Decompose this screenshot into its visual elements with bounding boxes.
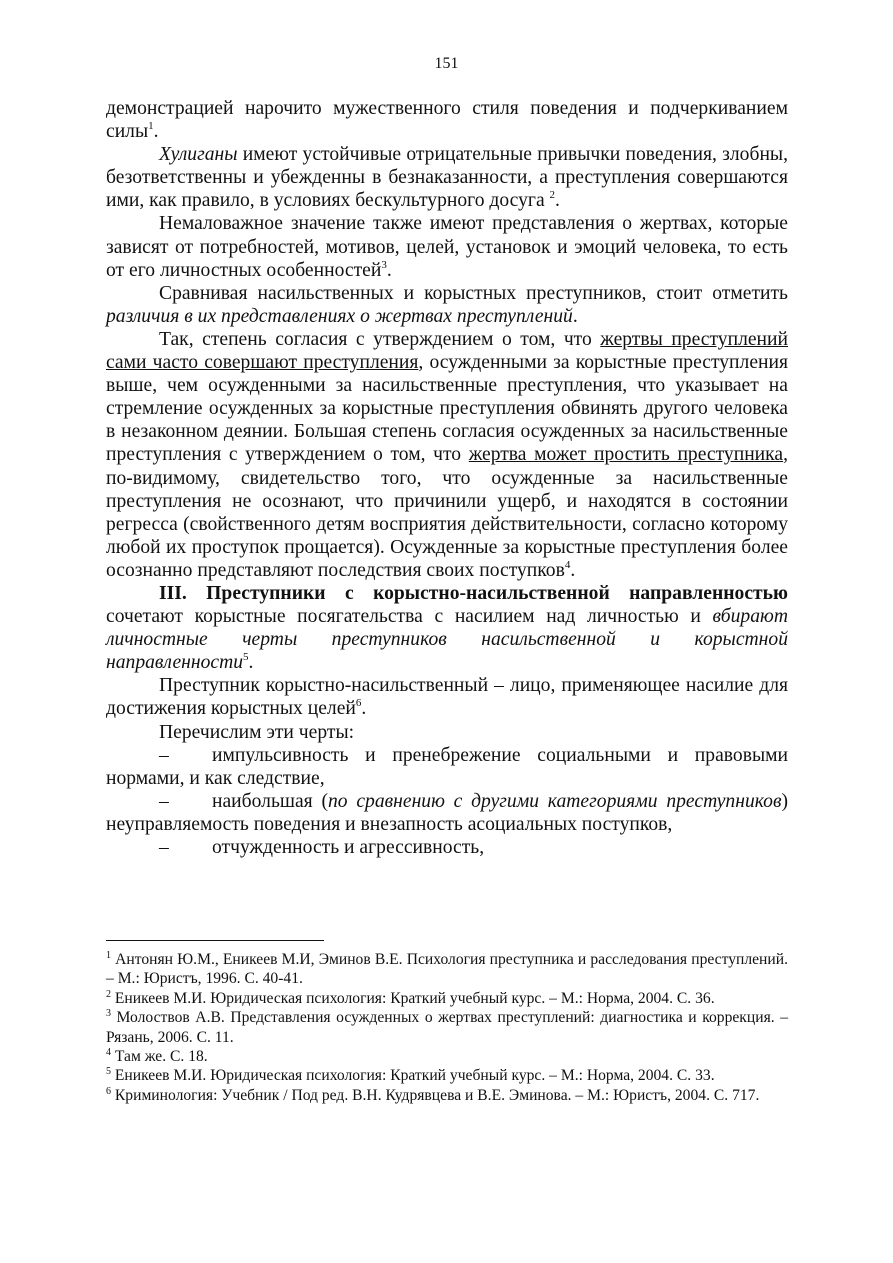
paragraph-text: Так, степень согласия с утверждением о том, что [159, 328, 601, 350]
footnote [106, 1047, 788, 1066]
footnote-ref[interactable]: 2 [549, 189, 556, 202]
footnote-ref[interactable]: 6 [355, 697, 362, 710]
footnote-text: Еникеев М.И. Юридическая психология: Краткий учебный курс. – М.: Норма, 2004. С. 36. [111, 989, 715, 1007]
footnote-ref[interactable]: 1 [148, 120, 154, 133]
footnote-text: Молоствов А.В. Представления осужденных о жертвах преступлений: диагностика и коррекция. – Рязань, 2006. С. 11. [106, 1009, 788, 1046]
paragraph-text: , по-видимому, свидетельство того, что осужденные за насильственные преступления не осознают, что причинили ущерб, и находятся в состоянии регресса (свойственного детям восприятия действительности, согласно которому любой их проступок прощается). Осужденные за корыстные преступления более осознанно представляют последствия своих поступков [106, 444, 788, 581]
footnote [106, 950, 788, 989]
paragraph-end: . [361, 698, 367, 720]
footnote-text: Криминология: Учебник / Под ред. В.Н. Кудрявцева и В.Е. Эминова. – М.: Юристъ, 2004. С. 717. [111, 1086, 760, 1104]
footnotes [106, 950, 788, 1105]
footnote-number: 1 [106, 950, 111, 961]
footnote-ref[interactable]: 3 [381, 258, 387, 271]
footnote [106, 1008, 788, 1047]
footnote-number: 2 [106, 988, 111, 1000]
paragraph-text: демонстрацией нарочито мужественного стиля поведения и подчеркиванием силы [106, 98, 788, 143]
paragraph-end: . [570, 559, 576, 581]
footnote-ref[interactable]: 4 [564, 558, 571, 571]
main-text [106, 97, 788, 859]
footnote-number: 3 [106, 1008, 111, 1020]
paragraph-text: имеют устойчивые отрицательные привычки поведения, злобны, безответственны и убежденны в безнаказанности, а преступления совершаются ими, как правило, в условиях бескультурного досуга [106, 144, 788, 212]
paragraph-text: , осужденными за корыстные преступления выше, чем осужденными за насильственные преступления, что указывает на стремление осужденных за корыстные преступления обвинять другого человека в незаконном деянии. Большая степень согласия осужденных за насильственные преступления с утверждением о том, что [106, 352, 788, 466]
paragraph-text: Сравнивая насильственных и корыстных преступников, стоит отметить [159, 282, 788, 304]
dash-marker: – [159, 790, 169, 812]
paragraph-1 [106, 97, 788, 143]
list-item-text: ) неуправляемость поведения и внезапность асоциальных поступков, [106, 790, 788, 835]
footnote-text: Еникеев М.И. Юридическая психология: Краткий учебный курс. – М.: Норма, 2004. С. 33. [111, 1067, 715, 1085]
footnote-divider [106, 940, 324, 941]
list-item-text: импульсивность и пренебрежение социальными и правовыми нормами, и как следствие, [106, 744, 788, 789]
footnote-text: Там же. С. 18. [111, 1048, 208, 1066]
list-item-text: отчужденность и агрессивность, [212, 837, 485, 858]
paragraph-8 [106, 721, 788, 744]
paragraph-4 [106, 282, 788, 328]
italic-phrase: по сравнению с другими категориями преступников [327, 790, 782, 812]
underlined-phrase: жертвы преступлений сами часто совершают преступления [106, 328, 788, 374]
paragraph-end: . [153, 121, 159, 143]
list-item-text: наибольшая ( [212, 790, 328, 812]
footnote [106, 1066, 788, 1085]
dash-marker: – [159, 837, 169, 858]
paragraph-5 [106, 328, 788, 582]
footnote-number: 6 [106, 1085, 111, 1097]
paragraph-text: Перечислим эти черты: [159, 721, 355, 743]
paragraph-end: . [386, 259, 392, 281]
footnote-text: Антонян Ю.М., Еникеев М.И, Эминов В.Е. Психология преступника и расследования преступлений. – М.: Юристъ, 1996. С. 40-41. [106, 951, 788, 988]
paragraph-2 [106, 143, 788, 212]
italic-term: Хулиганы [159, 144, 238, 166]
italic-phrase: вбирают личностные черты преступников насильственной и корыстной направленности [106, 606, 788, 674]
paragraph-text: Преступник корыстно-насильственный – лицо, применяющее насилие для достижения корыстных целей [106, 675, 788, 720]
section-heading: III. Преступники с корыстно-насильственной направленностью [159, 582, 788, 604]
paragraph-end: . [572, 305, 578, 327]
list-item [106, 744, 788, 790]
paragraph-end: . [555, 190, 560, 212]
page-number: 151 [434, 55, 459, 72]
paragraph-text: Немаловажное значение также имеют представления о жертвах, которые зависят от потребностей, мотивов, целей, установок и эмоций человека, то есть от его личностных особенностей [106, 213, 788, 281]
list-item [106, 790, 788, 836]
paragraph-6 [106, 582, 788, 674]
footnote-ref[interactable]: 5 [243, 651, 249, 664]
italic-phrase: различия в их представлениях о жертвах преступлений [106, 305, 573, 327]
footnote-number: 5 [106, 1066, 111, 1078]
dash-marker: – [159, 744, 169, 766]
paragraph-text: сочетают корыстные посягательства с насилием над личностью и [106, 606, 713, 628]
footnote [106, 989, 788, 1008]
paragraph-7 [106, 674, 788, 720]
footnote-number: 4 [106, 1047, 111, 1059]
footnote [106, 1086, 788, 1105]
underlined-phrase: жертва может простить преступника [468, 444, 784, 466]
paragraph-end: . [248, 652, 254, 674]
paragraph-3 [106, 212, 788, 281]
list-item [106, 836, 788, 859]
